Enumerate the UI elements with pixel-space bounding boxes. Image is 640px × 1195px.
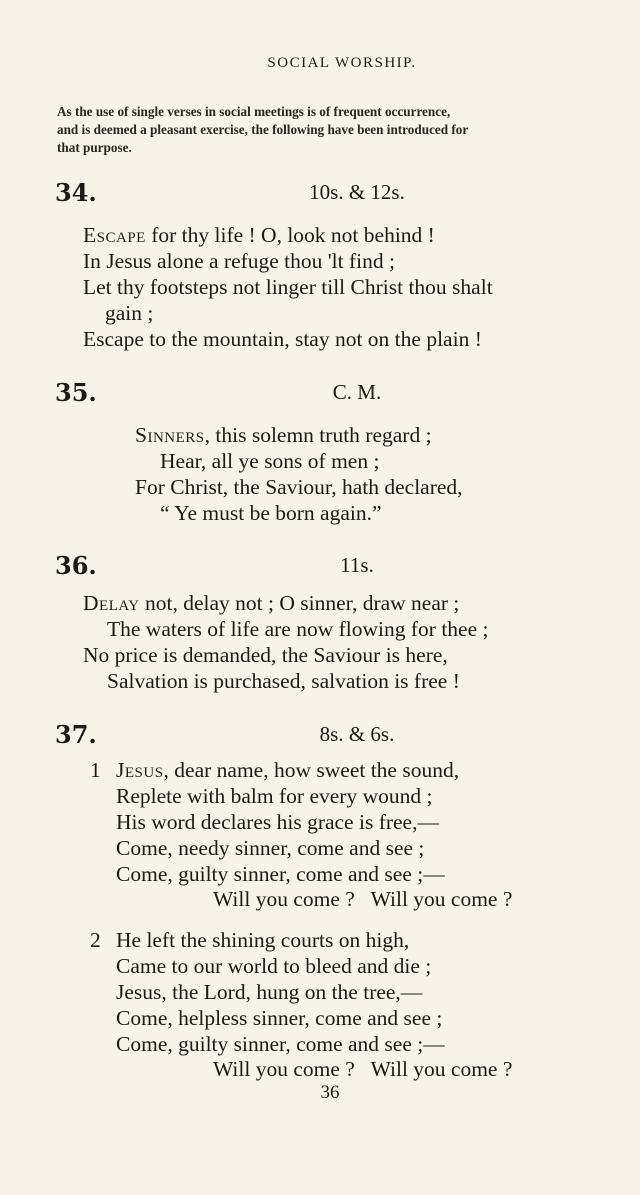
hymn-number: 37. bbox=[55, 720, 97, 749]
hymn-number: 35. bbox=[55, 378, 97, 407]
hymn-line: Salvation is purchased, salvation is free ! bbox=[107, 669, 460, 693]
intro-line: and is deemed a pleasant exercise, the following have been introduced for bbox=[57, 122, 469, 137]
hymn-meter: 10s. & 12s. bbox=[309, 180, 405, 204]
hymn-line: Replete with balm for every wound ; bbox=[116, 784, 433, 808]
hymn-refrain: Will you come ? Will you come ? bbox=[213, 1057, 513, 1081]
hymn-line: Come, guilty sinner, come and see ;— bbox=[116, 1032, 445, 1056]
intro-line: As the use of single verses in social meetings is of frequent occurrence, bbox=[57, 104, 451, 119]
line-text: not, delay not ; O sinner, draw near ; bbox=[139, 591, 460, 615]
initial-word: Jesus bbox=[116, 758, 164, 782]
line-text: , this solemn truth regard ; bbox=[204, 423, 432, 447]
hymn-line: “ Ye must be born again.” bbox=[160, 501, 382, 525]
intro-line: that purpose. bbox=[57, 140, 132, 155]
verse-number: 1 bbox=[90, 758, 101, 782]
hymn-line: Let thy footsteps not linger till Christ thou shalt bbox=[83, 275, 493, 299]
hymn-line: Come, helpless sinner, come and see ; bbox=[116, 1006, 443, 1030]
hymn-meter: C. M. bbox=[332, 380, 382, 404]
running-head: SOCIAL WORSHIP. bbox=[267, 55, 417, 71]
hymn-line: Come, guilty sinner, come and see ;— bbox=[116, 862, 445, 886]
hymn-meter: 11s. bbox=[340, 553, 374, 577]
hymn-meter: 8s. & 6s. bbox=[319, 722, 395, 746]
line-text: , dear name, how sweet the sound, bbox=[163, 758, 460, 782]
hymn-line bbox=[83, 590, 459, 616]
hymn-line: For Christ, the Saviour, hath declared, bbox=[135, 475, 463, 499]
hymn-line: Jesus, the Lord, hung on the tree,— bbox=[116, 980, 423, 1004]
hymn-34-heading bbox=[55, 178, 615, 208]
hymn-number: 36. bbox=[55, 551, 97, 580]
line-text: for thy life ! O, look not behind ! bbox=[145, 223, 435, 247]
hymn-line: Come, needy sinner, come and see ; bbox=[116, 836, 425, 860]
hymn-line: In Jesus alone a refuge thou 'lt find ; bbox=[83, 249, 395, 273]
hymn-line: Hear, all ye sons of men ; bbox=[160, 449, 380, 473]
initial-word: Escape bbox=[83, 223, 146, 247]
hymn-line: His word declares his grace is free,— bbox=[116, 810, 439, 834]
hymn-line: No price is demanded, the Saviour is here, bbox=[83, 643, 448, 667]
initial-word: Sinners bbox=[135, 423, 205, 447]
hymn-line bbox=[83, 222, 435, 248]
hymn-line bbox=[116, 757, 459, 783]
intro-paragraph bbox=[57, 103, 612, 157]
initial-word: Delay bbox=[83, 591, 140, 615]
hymn-line bbox=[135, 422, 432, 448]
hymn-number: 34. bbox=[55, 178, 97, 207]
hymn-refrain: Will you come ? Will you come ? bbox=[213, 887, 513, 911]
hymn-36-heading bbox=[55, 551, 615, 581]
hymn-line: gain ; bbox=[105, 301, 154, 325]
hymn-line: He left the shining courts on high, bbox=[116, 928, 410, 952]
hymn-35-heading bbox=[55, 378, 615, 408]
page-number: 36 bbox=[320, 1082, 340, 1103]
verse-number: 2 bbox=[90, 928, 101, 952]
hymn-37-heading bbox=[55, 720, 615, 750]
hymn-line: Came to our world to bleed and die ; bbox=[116, 954, 432, 978]
hymn-line: Escape to the mountain, stay not on the plain ! bbox=[83, 327, 482, 351]
hymn-line: The waters of life are now flowing for thee ; bbox=[107, 617, 489, 641]
